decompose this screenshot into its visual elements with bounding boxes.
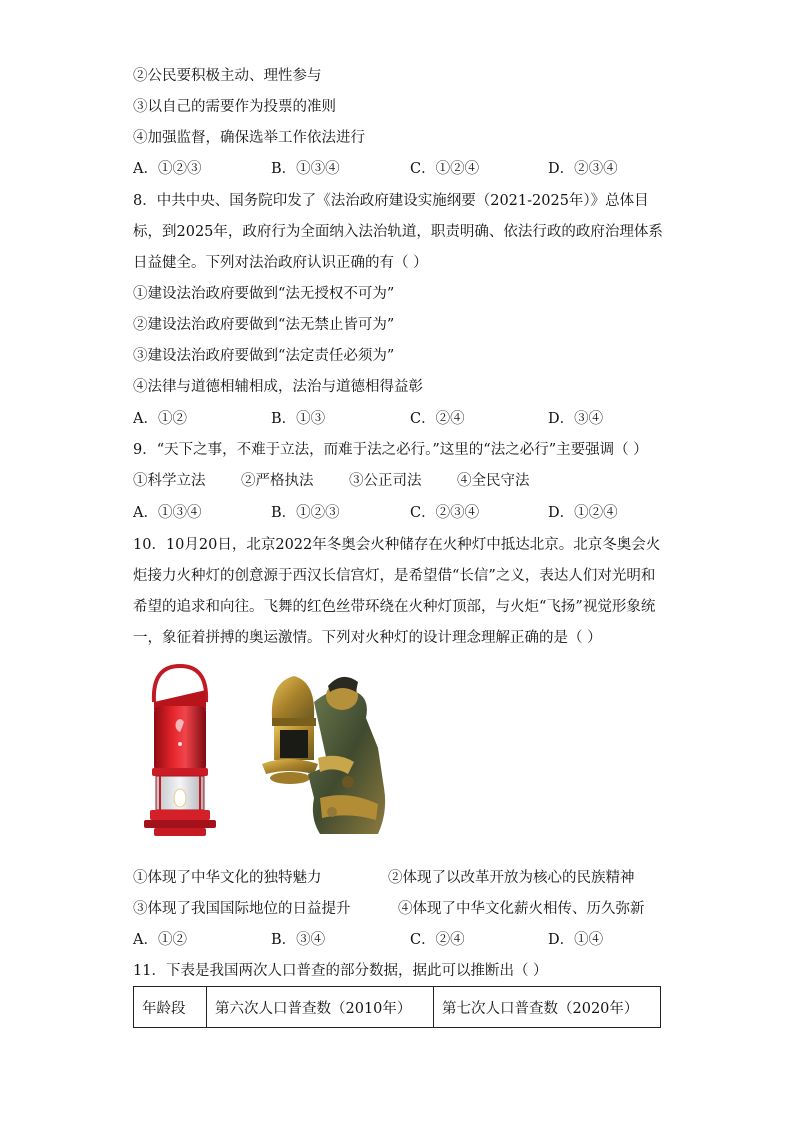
q7-item-2: ②公民要积极主动、理性参与 <box>133 68 322 84</box>
q9-option-a[interactable]: A．①③④ <box>133 505 202 521</box>
q9-item-4: ④全民守法 <box>457 473 530 489</box>
q9-option-d[interactable]: D．①②④ <box>548 505 618 521</box>
population-census-table <box>133 986 661 1028</box>
table-header-row <box>134 987 661 1028</box>
header-age-group: 年龄段 <box>134 987 207 1028</box>
q7-option-a[interactable]: A．①②③ <box>133 161 202 177</box>
q10-option-c[interactable]: C．②④ <box>410 932 465 948</box>
q9-item-2: ②严格执法 <box>241 473 314 489</box>
header-seventh-census: 第七次人口普查数（2020年） <box>434 987 661 1028</box>
q10-stem: 10．10月20日，北京2022年冬奥会火种储存在火种灯中抵达北京。北京冬奥会火炬接力火种灯的创意源于西汉长信宫灯，是希望借“长信”之义，表达人们对光明和希望的追求和向往。飞舞的红色丝带环绕在火种灯顶部，与火炬“飞扬”视觉形象统一，象征着拼搏的奥运激情。下列对火种灯的设计理念理解正确的是（ ） <box>133 537 661 646</box>
q9-option-c[interactable]: C．②③④ <box>410 505 480 521</box>
q11-stem: 11．下表是我国两次人口普查的部分数据，据此可以推断出（ ） <box>133 963 548 979</box>
q10-item-4: ④体现了中华文化薪火相传、历久弥新 <box>398 901 645 917</box>
q8-item-3: ③建设法治政府要做到“法定责任必须为” <box>133 348 395 364</box>
q8-options <box>133 409 663 429</box>
q9-stem: 9．“天下之事，不难于立法，而难于法之必行。”这里的“法之必行”主要强调（ ） <box>133 442 648 458</box>
q10-options <box>133 930 663 950</box>
q10-item-3: ③体现了我国国际地位的日益提升 <box>133 901 351 917</box>
q7-option-c[interactable]: C．①②④ <box>410 161 480 177</box>
q10-item-2: ②体现了以改革开放为核心的民族精神 <box>388 870 635 886</box>
q8-item-4: ④法律与道德相辅相成，法治与道德相得益彰 <box>133 379 423 395</box>
q9-options <box>133 503 663 523</box>
changxin-palace-lamp-image <box>258 662 388 842</box>
q8-option-a[interactable]: A．①② <box>133 411 187 427</box>
q9-item-1: ①科学立法 <box>133 473 206 489</box>
q7-item-4: ④加强监督，确保选举工作依法进行 <box>133 130 365 146</box>
q8-option-c[interactable]: C．②④ <box>410 411 465 427</box>
q8-option-d[interactable]: D．③④ <box>548 411 604 427</box>
q7-option-d[interactable]: D．②③④ <box>548 161 618 177</box>
q10-option-a[interactable]: A．①② <box>133 932 187 948</box>
q8-item-2: ②建设法治政府要做到“法无禁止皆可为” <box>133 317 395 333</box>
q8-stem: 8．中共中央、国务院印发了《法治政府建设实施纲要（2021-2025年）》总体目标，到2025年，政府行为全面纳入法治轨道，职责明确、依法行政的政府治理体系日益健全。下列对法治政府认识正确的有（ ） <box>133 193 663 271</box>
q8-option-b[interactable]: B．①③ <box>271 411 326 427</box>
q9-option-b[interactable]: B．①②③ <box>271 505 340 521</box>
q9-item-3: ③公正司法 <box>349 473 422 489</box>
q7-options <box>133 159 663 179</box>
q9-items <box>133 471 663 491</box>
q7-item-3: ③以自己的需要作为投票的准则 <box>133 99 336 115</box>
header-sixth-census: 第六次人口普查数（2010年） <box>207 987 434 1028</box>
q10-option-d[interactable]: D．①④ <box>548 932 604 948</box>
q8-item-1: ①建设法治政府要做到“法无授权不可为” <box>133 286 395 302</box>
flame-lantern-image <box>140 662 220 840</box>
q10-item-1: ①体现了中华文化的独特魅力 <box>133 870 322 886</box>
q10-option-b[interactable]: B．③④ <box>271 932 326 948</box>
q7-option-b[interactable]: B．①③④ <box>271 161 340 177</box>
